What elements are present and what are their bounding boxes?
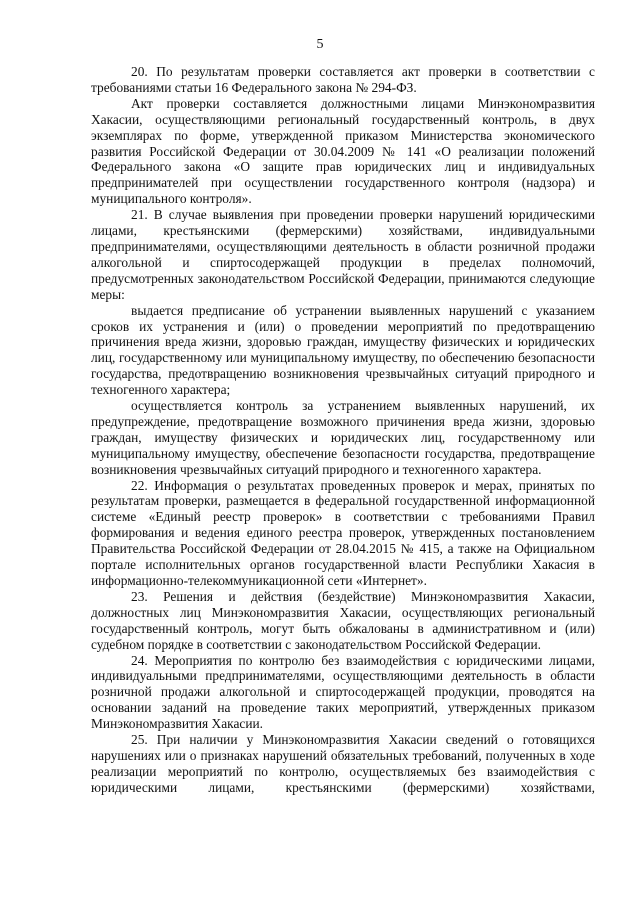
- paragraph-20: 20. По результатам проверки составляется акт проверки в соответствии с требованиями статьи 16 Федерального закона № 294-ФЗ.: [91, 64, 595, 95]
- page-number: 5: [316, 37, 324, 52]
- paragraph-25: 25. При наличии у Минэкономразвития Хакасии сведений о готовящихся нарушениях или о признаках нарушений обязательных требований, полученных в ходе реализации мероприятий по контролю, осуществляемых без взаимодействия с юридическими лицами, крестьянскими (фермерскими) хозяйствами,: [91, 732, 595, 795]
- document-body: [91, 64, 595, 796]
- paragraph-24: 24. Мероприятия по контролю без взаимодействия с юридическими лицами, индивидуальными предпринимателями, осуществляющими деятельность в области розничной продажи алкогольной и спиртосодержащей продукции, проводятся на основании заданий на проведение таких мероприятий, утвержденных приказом Минэкономразвития Хакасии.: [91, 652, 595, 732]
- paragraph-22: 22. Информация о результатах проведенных проверок и мерах, принятых по результатам проверки, размещается в федеральной государственной информационной системе «Единый реестр проверок» в соответствии с требованиями Правил формирования и ведения единого реестра проверок, утвержденных постановлением Правительства Российской Федерации от 28.04.2015 № 415, а также на Официальном портале исполнительных органов государственной власти Республики Хакасия в информационно-телекоммуникационной сети «Интернет».: [91, 477, 595, 588]
- paragraph-20-act: Акт проверки составляется должностными лицами Минэкономразвития Хакасии, осуществляющими региональный государственный контроль, в двух экземплярах по форме, утвержденной приказом Министерства экономического развития Российской Федерации от 30.04.2009 № 141 «О реализации положений Федерального закона «О защите прав юридических лиц и индивидуальных предпринимателей при осуществлении государственного контроля (надзора) и муниципального контроля».: [91, 95, 595, 207]
- paragraph-23: 23. Решения и действия (бездействие) Минэкономразвития Хакасии, должностных лиц Минэкономразвития Хакасии, осуществляющих региональный государственный контроль, могут быть обжалованы в административном и (или) судебном порядке в соответствии с законодательством Российской Федерации.: [91, 588, 595, 652]
- paragraph-21-measure-order: выдается предписание об устранении выявленных нарушений с указанием сроков их устранения и (или) о проведении мероприятий по предотвращению причинения вреда жизни, здоровью граждан, имуществу физических и юридических лиц, государственному или муниципальному имуществу, по обеспечению безопасности государства, предотвращению возникновения чрезвычайных ситуаций природного и техногенного характера;: [91, 302, 595, 398]
- paragraph-21: 21. В случае выявления при проведении проверки нарушений юридическими лицами, крестьянскими (фермерскими) хозяйствами, индивидуальными предпринимателями, осуществляющими деятельность в области розничной продажи алкогольной и спиртосодержащей продукции в пределах полномочий, предусмотренных законодательством Российской Федерации, принимаются следующие меры:: [91, 207, 595, 302]
- paragraph-21-measure-control: осуществляется контроль за устранением выявленных нарушений, их предупреждение, предотвращение возможного причинения вреда жизни, здоровью граждан, имуществу физических и юридических лиц, государственному или муниципальному имуществу, обеспечение безопасности государства, предотвращение возникновения чрезвычайных ситуаций природного и техногенного характера.: [91, 398, 595, 477]
